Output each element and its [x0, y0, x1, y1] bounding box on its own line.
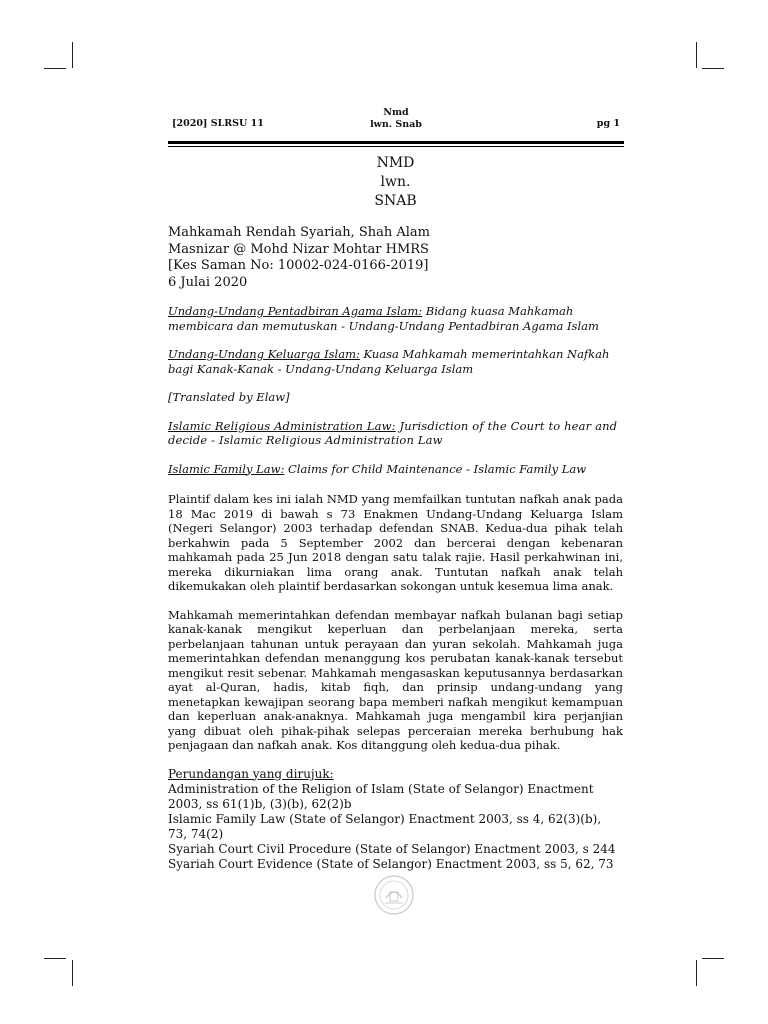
running-head — [172, 104, 620, 134]
court-seal-icon — [373, 874, 415, 916]
keyword-text: Kuasa Mahkamah memerintahkan Nafkah bagi Kanak-Kanak - Undang-Undang Keluarga Islam — [168, 347, 610, 376]
summary-paragraph: Plaintif dalam kes ini ialah NMD yang memfailkan tuntutan nafkah anak pada 18 Mac 2019 di bawah s 73 Enakmen Undang-Undang Keluarga Islam (Negeri Selangor) 2003 terhadap defendan SNAB. Kedua-dua pihak telah berkahwin pada 5 September 2002 dan bercerai dengan kebenaran mahkamah pada 25 Jun 2018 dengan satu talak rajie. Hasil perkahwinan ini, mereka dikurniakan lima orang anak. Tuntutan nafkah anak telah dikemukakan oleh plaintif berdasarkan sokongan untuk kesemua lima anak. — [168, 492, 623, 593]
keyword-text: Claims for Child Maintenance - Islamic Family Law — [284, 461, 587, 476]
defendant-name: SNAB — [374, 193, 417, 209]
case-number: [Kes Saman No: 10002-024-0166-2019] — [168, 258, 429, 273]
crop-mark — [72, 960, 73, 986]
case-meta — [168, 225, 623, 291]
crop-mark — [44, 68, 66, 69]
keyword-entry — [168, 304, 623, 333]
page-number: pg 1 — [596, 118, 620, 129]
judge-name: Masnizar @ Mohd Nizar Mohtar HMRS — [168, 241, 429, 257]
court-name: Mahkamah Rendah Syariah, Shah Alam — [168, 225, 430, 240]
summary-paragraph: Mahkamah memerintahkan defendan membayar nafkah bulanan bagi setiap kanak-kanak mengikut keperluan dan perbelanjaan mereka, serta perbelanjaan tahunan untuk perayaan dan yuran sekolah. Mahkamah juga memerintahkan defendan menanggung kos perubatan kanak-kanak tersebut mengikut resit sebenar. Mahkamah mengasaskan keputusannya berdasarkan ayat al-Quran, hadis, kitab fiqh, dan prinsip undang-undang yang menetapkan kewajipan seorang bapa memberi nafkah mengikut kemampuan dan keperluan anak-anaknya. Mahkamah juga mengambil kira perjanjian yang dibuat oleh pihak-pihak selepas perceraian mereka berhubung hak penjagaan dan nafkah anak. Kos ditanggung oleh kedua-dua pihak. — [168, 607, 623, 752]
header-rule — [168, 141, 624, 144]
header-rule — [168, 146, 624, 147]
legislation-item: Islamic Family Law (State of Selangor) Enactment 2003, ss 4, 62(3)(b), 73, 74(2) — [168, 811, 602, 841]
keyword-text: Bidang kuasa Mahkamah membicara dan memutuskan - Undang-Undang Pentadbiran Agama Islam — [168, 304, 599, 333]
keyword-entry-en — [168, 419, 623, 448]
crop-mark — [696, 42, 697, 68]
versus: lwn. — [380, 174, 411, 190]
keyword-heading: Undang-Undang Keluarga Islam: — [168, 347, 360, 361]
keyword-entry — [168, 347, 623, 376]
crop-mark — [702, 958, 724, 959]
legislation-section — [168, 767, 623, 872]
crop-mark — [696, 960, 697, 986]
citation: [2020] SLRSU 11 — [172, 118, 264, 129]
keyword-heading: Islamic Religious Administration Law: — [168, 418, 396, 433]
document-body — [168, 154, 623, 872]
translation-note — [168, 390, 623, 405]
keyword-heading: Islamic Family Law: — [168, 461, 285, 476]
crop-mark — [702, 68, 724, 69]
crop-mark — [72, 42, 73, 68]
running-head-parties — [172, 107, 620, 131]
keyword-heading: Undang-Undang Pentadbiran Agama Islam: — [168, 304, 423, 318]
plaintiff-name: NMD — [376, 155, 415, 171]
keyword-text: Jurisdiction of the Court to hear and decide - Islamic Religious Administration Law — [168, 418, 618, 447]
judgment-date: 6 Julai 2020 — [168, 274, 248, 290]
crop-mark — [44, 958, 66, 959]
legislation-item: Syariah Court Civil Procedure (State of Selangor) Enactment 2003, s 244 — [168, 841, 616, 856]
running-head-party-1: Nmd — [383, 107, 409, 118]
legislation-heading: Perundangan yang dirujuk: — [168, 766, 334, 781]
legislation-item: Administration of the Religion of Islam (State of Selangor) Enactment 2003, ss 61(1)b, (3)(b), 62(2)b — [168, 781, 594, 811]
running-head-party-2: lwn. Snab — [370, 119, 422, 130]
legislation-item: Syariah Court Evidence (State of Selangor) Enactment 2003, ss 5, 62, 73 — [168, 856, 614, 871]
keyword-entry-en — [168, 462, 623, 477]
translation-note-text: [Translated by Elaw] — [168, 390, 290, 404]
case-title — [168, 154, 623, 211]
